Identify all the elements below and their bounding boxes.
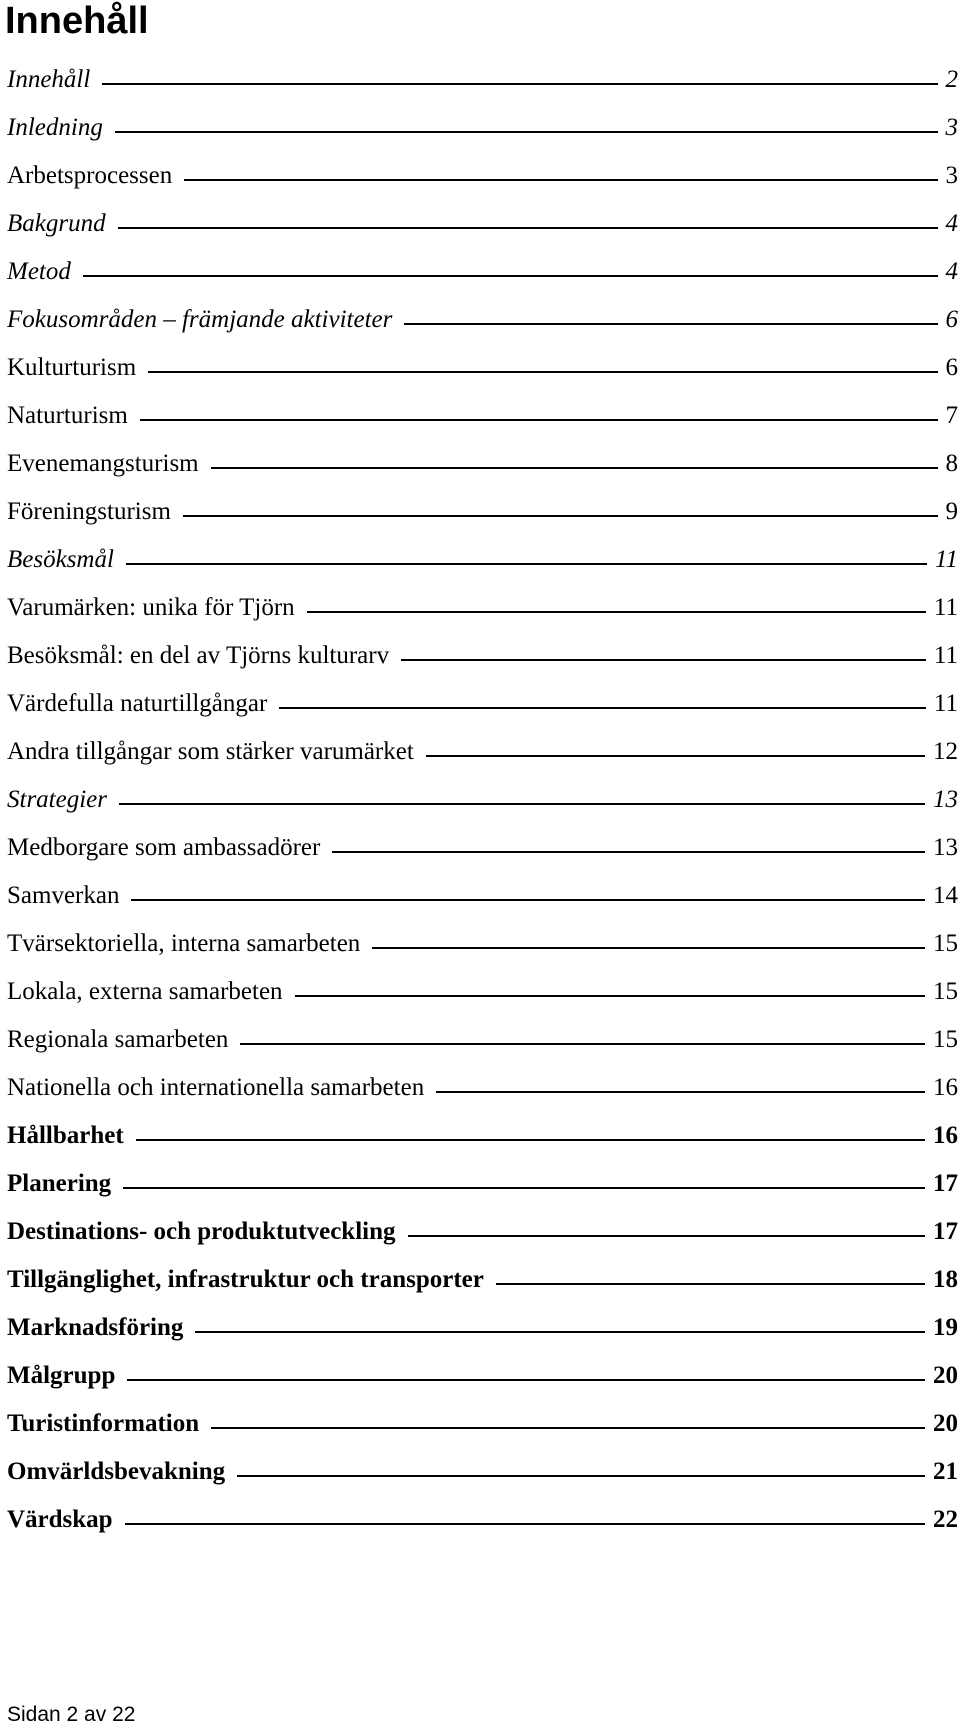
toc-entry-label: Varumärken: unika för Tjörn [7,594,295,621]
toc-entry-link[interactable] [0,344,958,392]
toc-entry-link[interactable] [0,440,958,488]
toc-leader-line [127,1379,925,1381]
toc-page-number: 8 [945,450,958,477]
toc-page-number: 14 [933,882,958,909]
toc-entry-label: Lokala, externa samarbeten [7,978,283,1005]
toc-leader-line [496,1283,925,1285]
toc-leader-line [240,1043,925,1045]
toc-leader-line [211,1427,925,1429]
toc-leader-line [136,1139,925,1141]
toc-entry-label: Medborgare som ambassadörer [7,834,321,861]
toc-row [0,248,960,296]
toc-entry-label: Bakgrund [7,210,106,237]
toc-entry-label: Samverkan [7,882,120,909]
toc-page-number: 12 [933,738,958,765]
toc-page-number: 15 [933,930,958,957]
toc-row [0,1256,960,1304]
toc-page-number: 16 [933,1074,958,1101]
toc-page-number: 22 [933,1506,958,1533]
toc-entry-link[interactable] [0,392,958,440]
toc-row [0,680,960,728]
toc-row [0,344,960,392]
toc-row [0,1448,960,1496]
toc-leader-line [83,275,938,277]
toc-leader-line [123,1187,925,1189]
toc-page-number: 20 [933,1410,958,1437]
toc-leader-line [332,851,925,853]
toc-page-number: 13 [933,834,958,861]
toc-entry-link[interactable] [0,488,958,536]
toc-entry-link[interactable] [0,968,958,1016]
toc-entry-label: Tillgänglighet, infrastruktur och transporter [7,1266,484,1293]
toc-page-number: 6 [945,354,958,381]
page-footer: Sidan 2 av 22 [7,1703,136,1726]
toc-leader-line [436,1091,925,1093]
toc-page-number: 4 [945,258,958,285]
toc-page-number: 11 [933,642,958,669]
toc-page-number: 19 [933,1314,958,1341]
toc-entry-label: Nationella och internationella samarbeten [7,1074,425,1101]
toc-entry-label: Fokusområden – främjande aktiviteter [7,306,393,333]
toc-entry-label: Inledning [7,114,103,141]
toc-entry-link[interactable] [0,1448,958,1496]
toc-entry-label: Metod [7,258,71,285]
toc-leader-line [148,371,937,373]
toc-entry-link[interactable] [0,776,958,824]
toc-entry-link[interactable] [0,1112,958,1160]
toc-entry-label: Besöksmål [7,546,114,573]
toc-entry-link[interactable] [0,248,958,296]
toc-leader-line [404,323,937,325]
toc-entry-link[interactable] [0,920,958,968]
toc-entry-label: Planering [7,1170,112,1197]
toc-page-number: 17 [933,1170,958,1197]
toc-row [0,776,960,824]
toc-page-number: 11 [933,594,958,621]
toc-row [0,536,960,584]
toc-page-number: 9 [945,498,958,525]
toc-row [0,152,960,200]
toc-leader-line [195,1331,925,1333]
toc-leader-line [237,1475,925,1477]
toc-entry-label: Destinations- och produktutveckling [7,1218,396,1245]
toc-row [0,584,960,632]
toc-row [0,296,960,344]
toc-entry-link[interactable] [0,680,958,728]
toc-page-number: 3 [945,162,958,189]
toc-leader-line [184,179,937,181]
toc-page-number: 13 [933,786,958,813]
toc-leader-line [125,1523,925,1525]
toc-entry-label: Regionala samarbeten [7,1026,229,1053]
toc-row [0,728,960,776]
toc-leader-line [307,611,926,613]
toc-entry-link[interactable] [0,1160,958,1208]
toc-row [0,1112,960,1160]
toc-row [0,1064,960,1112]
toc-entry-link[interactable] [0,56,958,104]
toc-row [0,440,960,488]
toc-leader-line [372,947,925,949]
toc-entry-label: Marknadsföring [7,1314,184,1341]
toc-page-number: 15 [933,978,958,1005]
toc-row [0,488,960,536]
toc-row [0,1400,960,1448]
toc-entry-link[interactable] [0,152,958,200]
toc-page-number: 15 [933,1026,958,1053]
toc-entry-link[interactable] [0,584,958,632]
toc-page-number: 18 [933,1266,958,1293]
toc-entry-link[interactable] [0,1016,958,1064]
toc-page-number: 17 [933,1218,958,1245]
toc-entry-link[interactable] [0,872,958,920]
toc-row [0,1160,960,1208]
toc-entry-link[interactable] [0,1304,958,1352]
toc-leader-line [408,1235,926,1237]
toc-entry-label: Naturturism [7,402,128,429]
table-of-contents [0,56,960,1544]
toc-page-number: 3 [945,114,958,141]
toc-entry-label: Kulturturism [7,354,137,381]
toc-row [0,200,960,248]
toc-entry-label: Turistinformation [7,1410,200,1437]
toc-row [0,632,960,680]
toc-leader-line [140,419,938,421]
toc-entry-link[interactable] [0,1256,958,1304]
toc-entry-label: Andra tillgångar som stärker varumärket [7,738,414,765]
toc-entry-link[interactable] [0,536,958,584]
toc-page-number: 4 [945,210,958,237]
toc-page-number: 20 [933,1362,958,1389]
toc-entry-link[interactable] [0,632,958,680]
toc-entry-label: Målgrupp [7,1362,116,1389]
toc-leader-line [131,899,925,901]
toc-leader-line [211,467,938,469]
toc-entry-link[interactable] [0,1400,958,1448]
toc-leader-line [183,515,938,517]
toc-page-number: 7 [945,402,958,429]
toc-row [0,392,960,440]
toc-entry-link[interactable] [0,1352,958,1400]
toc-entry-label: Värdefulla naturtillgångar [7,690,268,717]
toc-entry-label: Hållbarhet [7,1122,124,1149]
toc-page-number: 16 [933,1122,958,1149]
toc-page-number: 2 [945,66,958,93]
toc-leader-line [119,803,925,805]
toc-row [0,56,960,104]
toc-entry-label: Innehåll [7,66,91,93]
toc-entry-label: Tvärsektoriella, interna samarbeten [7,930,361,957]
toc-row [0,920,960,968]
toc-entry-label: Besöksmål: en del av Tjörns kulturarv [7,642,390,669]
toc-entry-link[interactable] [0,296,958,344]
toc-leader-line [115,131,938,133]
toc-leader-line [401,659,926,661]
toc-entry-label: Föreningsturism [7,498,171,525]
toc-entry-label: Värdskap [7,1506,113,1533]
toc-page-number: 11 [933,690,958,717]
toc-row [0,1208,960,1256]
toc-leader-line [118,227,938,229]
toc-leader-line [102,83,937,85]
toc-row [0,1304,960,1352]
toc-leader-line [279,707,926,709]
toc-leader-line [126,563,927,565]
toc-entry-label: Arbetsprocessen [7,162,173,189]
toc-row [0,1496,960,1544]
toc-entry-link[interactable] [0,104,958,152]
toc-entry-link[interactable] [0,1208,958,1256]
page-title: Innehåll [5,0,149,42]
toc-page-number: 21 [933,1458,958,1485]
toc-entry-link[interactable] [0,1496,958,1544]
toc-row [0,1016,960,1064]
toc-row [0,104,960,152]
toc-entry-label: Strategier [7,786,107,813]
toc-entry-label: Evenemangsturism [7,450,199,477]
toc-row [0,872,960,920]
toc-row [0,1352,960,1400]
toc-page-number: 6 [945,306,958,333]
toc-leader-line [426,755,925,757]
toc-entry-link[interactable] [0,824,958,872]
toc-entry-link[interactable] [0,728,958,776]
toc-row [0,968,960,1016]
toc-entry-link[interactable] [0,1064,958,1112]
toc-page-number: 11 [934,546,958,573]
toc-leader-line [295,995,925,997]
toc-row [0,824,960,872]
toc-entry-link[interactable] [0,200,958,248]
toc-entry-label: Omvärldsbevakning [7,1458,226,1485]
